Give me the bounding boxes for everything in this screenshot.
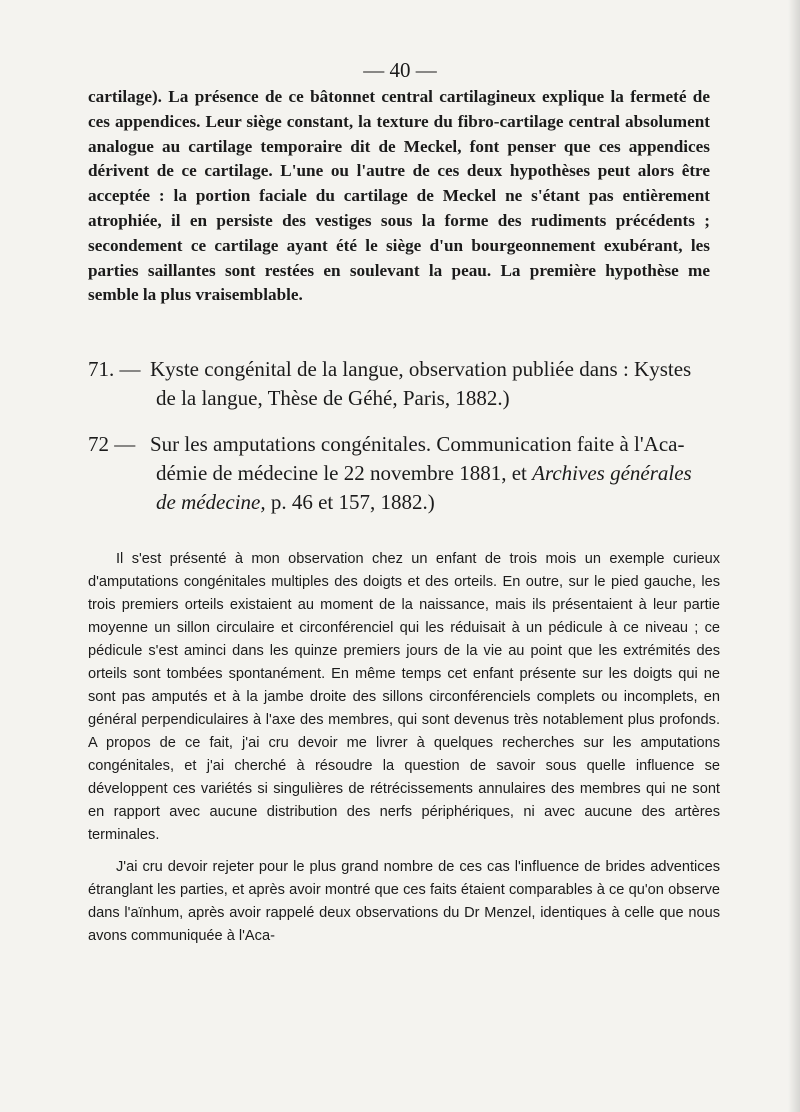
entry-number: 71. — (88, 357, 141, 381)
body-paragraph-1: Il s'est présenté à mon observation chez un enfant de trois mois un exemple curieux d'amputations congénitales multiples des doigts et des orteils. En outre, sur le pied gauche, les trois premiers orteils existaient au moment de la naissance, mais ils présentaient à leur partie moyenne un sillon circulaire et circonférenciel qui les réduisait à un pédicule à ce niveau ; ce pédicule s'est aminci dans les quinze premiers jours de la vie au point que les extrémités des orteils sont tombées spontanément. En même temps cet enfant présente sur les doigts qui ne sont pas amputés et à la jambe droite des sillons circonférenciels complets ou incomplets, en général perpendiculaires à l'axe des membres, qui sont devenus très notablement plus profonds. A propos de ce fait, j'ai cru devoir me livrer à quelques recherches sur les amputations congénitales, et j'ai cherché à résoudre la question de savoir sous quelle influence se développent ces variétés si singulières de rétrécissements annulaires des membres qui ne sont en rapport avec aucune distribution des nerfs périphériques, ni avec aucune des artères terminales. (88, 551, 720, 843)
journal-title-cont: de médecine, (156, 490, 266, 514)
bibliography-entry-71 (88, 355, 728, 413)
entry-number: 72 — (88, 432, 136, 456)
page-number: — 40 — (363, 58, 437, 82)
journal-title: Archives générales (532, 461, 692, 485)
paragraph-cartilage: cartilage). La présence de ce bâtonnet central cartilagineux explique la fermeté de ces appendices. Leur siège constant, la texture du fibro-cartilage central absolument analogue au cartilage temporaire dit de Meckel, font penser que ces appendices dérivent de ce cartilage. L'une ou l'autre de ces deux hypothèses peut alors être acceptée : la portion faciale du cartilage de Meckel ne s'étant pas entièrement atrophiée, il en persiste des vestiges sous la forme des rudiments précédents ; secondement ce cartilage ayant été le siège d'un bourgeonnement exubérant, les parties saillantes sont restées en soulevant la peau. La première hypothèse me semble la plus vraisemblable. (88, 87, 710, 305)
body-paragraph-2: J'ai cru devoir rejeter pour le plus grand nombre de ces cas l'influence de brides adventices étranglant les parties, et après avoir montré que ces faits étaient comparables à ce qu'on observe dans l'aïnhum, après avoir rappelé deux observations du Dr Menzel, identiques à celle que nous avons communiquée à l'Aca- (88, 859, 720, 944)
bibliography-entry-72 (88, 430, 728, 517)
entry-title-line-3 (88, 488, 728, 517)
entry-title-line-1: Kyste congénital de la langue, observation publiée dans : Kystes (150, 357, 692, 381)
entry-text: démie de médecine le 22 novembre 1881, et (156, 461, 533, 485)
page-edge-shadow (788, 0, 800, 1112)
entry-title-line-1: Sur les amputations congénitales. Communication faite à l'Aca- (150, 432, 685, 456)
body-text (88, 548, 720, 948)
entry-pages: p. 46 et 157, 1882.) (265, 490, 435, 514)
entry-title-line-2 (88, 459, 728, 488)
entry-title-line-2: de la langue, Thèse de Géhé, Paris, 1882.) (156, 386, 510, 410)
